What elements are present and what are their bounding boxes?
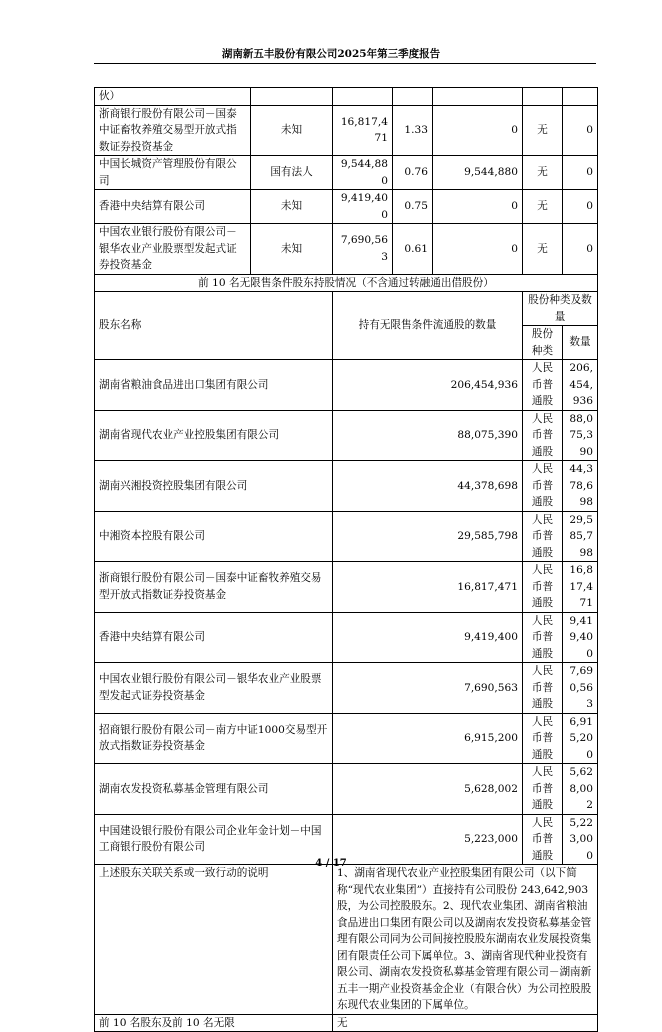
unrestricted-qty: 6,915,200 — [333, 713, 523, 764]
relation-label: 上述股东关联关系或一致行动的说明 — [95, 865, 333, 1015]
pledge-status: 无 — [523, 156, 563, 190]
holder-name: 中国长城资产管理股份有限公司 — [95, 156, 251, 190]
unrestricted-qty: 9,419,400 — [333, 612, 523, 663]
unrestricted-qty: 88,075,390 — [333, 410, 523, 461]
holder-name: 湖南兴湘投资控股集团有限公司 — [95, 461, 333, 512]
holder-nature — [251, 88, 333, 106]
pledge-qty: 0 — [563, 224, 598, 275]
share-kind: 人民币普通股 — [523, 612, 563, 663]
pledge-status — [523, 88, 563, 106]
col-share-kind: 股份种类 — [523, 326, 563, 360]
unrestricted-qty: 5,628,002 — [333, 764, 523, 815]
share-amount: 206,454,936 — [563, 360, 598, 411]
pledge-qty: 0 — [563, 190, 598, 224]
top10-row — [95, 156, 598, 190]
col-holder-name: 股东名称 — [95, 292, 333, 360]
holder-restricted: 0 — [433, 105, 523, 156]
holder-nature: 国有法人 — [251, 156, 333, 190]
holder-name: 湖南省粮油食品进出口集团有限公司 — [95, 360, 333, 411]
holder-ratio: 0.75 — [393, 190, 433, 224]
share-amount: 16,817,471 — [563, 562, 598, 613]
header-divider — [94, 63, 596, 64]
unrestricted-qty: 29,585,798 — [333, 511, 523, 562]
holder-restricted: 0 — [433, 190, 523, 224]
unrestricted-row — [95, 663, 598, 714]
holder-name: 香港中央结算有限公司 — [95, 612, 333, 663]
holder-name: 浙商银行股份有限公司－国泰中证畜牧养殖交易型开放式指数证券投资基金 — [95, 105, 251, 156]
unrestricted-row — [95, 612, 598, 663]
unrestricted-section-title: 前 10 名无限售条件股东持股情况（不含通过转融通出借股份） — [95, 274, 598, 292]
col-share-amount: 数量 — [563, 326, 598, 360]
share-kind: 人民币普通股 — [523, 511, 563, 562]
pledge-qty: 0 — [563, 156, 598, 190]
holder-nature: 未知 — [251, 105, 333, 156]
unrestricted-row — [95, 562, 598, 613]
top10-row — [95, 224, 598, 275]
unrestricted-row — [95, 764, 598, 815]
holder-nature: 未知 — [251, 224, 333, 275]
holder-shares — [333, 88, 393, 106]
holder-name: 伙） — [95, 88, 251, 106]
holder-ratio — [393, 88, 433, 106]
col-unrestricted-qty: 持有无限售条件流通股的数量 — [333, 292, 523, 360]
holder-name: 香港中央结算有限公司 — [95, 190, 251, 224]
pledge-status: 无 — [523, 190, 563, 224]
holder-shares: 9,419,400 — [333, 190, 393, 224]
share-kind: 人民币普通股 — [523, 764, 563, 815]
share-amount: 5,628,002 — [563, 764, 598, 815]
share-kind: 人民币普通股 — [523, 360, 563, 411]
share-kind: 人民币普通股 — [523, 713, 563, 764]
share-amount: 6,915,200 — [563, 713, 598, 764]
holder-name: 中国农业银行股份有限公司－银华农业产业股票型发起式证券投资基金 — [95, 663, 333, 714]
last-row-label: 前 10 名股东及前 10 名无限 — [95, 1014, 333, 1032]
holder-name: 招商银行股份有限公司－南方中证1000交易型开放式指数证券投资基金 — [95, 713, 333, 764]
holder-shares: 7,690,563 — [333, 224, 393, 275]
holder-shares: 16,817,471 — [333, 105, 393, 156]
section-title-row — [95, 274, 598, 292]
top10-row — [95, 190, 598, 224]
unrestricted-qty: 44,378,698 — [333, 461, 523, 512]
shareholder-table — [94, 87, 598, 1032]
relation-text: 1、湖南省现代农业产业控股集团有限公司（以下简称“现代农业集团”）直接持有公司股份 243,642,903 股，为公司控股股东。2、现代农业集团、湖南省粮油食品进出口集团有限公司以及湖南农发投资私募基金管理有限公司同为公司间接控股股东湖南农业发展投资集团有限责任公司下属单位。3、湖南省现代种业投资有限公司、湖南农发投资私募基金管理有限公司－湖南新五丰一期产业投资基金企业（有限合伙）为公司控股股东现代农业集团的下属单位。 — [333, 865, 598, 1015]
pledge-qty — [563, 88, 598, 106]
share-amount: 5,223,000 — [563, 814, 598, 865]
page-number: 4 / 17 — [315, 858, 347, 869]
holder-restricted: 9,544,880 — [433, 156, 523, 190]
pledge-status: 无 — [523, 105, 563, 156]
holder-name: 中国农业银行股份有限公司－银华农业产业股票型发起式证券投资基金 — [95, 224, 251, 275]
share-amount: 29,585,798 — [563, 511, 598, 562]
holder-name: 中湘资本控股有限公司 — [95, 511, 333, 562]
holder-restricted — [433, 88, 523, 106]
share-amount: 88,075,390 — [563, 410, 598, 461]
holder-restricted: 0 — [433, 224, 523, 275]
share-kind: 人民币普通股 — [523, 461, 563, 512]
unrestricted-row — [95, 461, 598, 512]
unrestricted-qty: 7,690,563 — [333, 663, 523, 714]
holder-ratio: 0.76 — [393, 156, 433, 190]
holder-shares: 9,544,880 — [333, 156, 393, 190]
col-kind-group: 股份种类及数量 — [523, 292, 598, 326]
share-kind: 人民币普通股 — [523, 814, 563, 865]
share-amount: 9,419,400 — [563, 612, 598, 663]
holder-nature: 未知 — [251, 190, 333, 224]
holder-name: 浙商银行股份有限公司－国泰中证畜牧养殖交易型开放式指数证券投资基金 — [95, 562, 333, 613]
unrestricted-row — [95, 360, 598, 411]
share-kind: 人民币普通股 — [523, 562, 563, 613]
header-row — [95, 292, 598, 326]
holder-ratio: 1.33 — [393, 105, 433, 156]
last-row-text: 无 — [333, 1014, 598, 1032]
unrestricted-row — [95, 410, 598, 461]
page-header: 湖南新五丰股份有限公司2025年第三季度报告 — [221, 48, 441, 60]
unrestricted-qty: 16,817,471 — [333, 562, 523, 613]
top10-row — [95, 105, 598, 156]
share-amount: 44,378,698 — [563, 461, 598, 512]
share-kind: 人民币普通股 — [523, 663, 563, 714]
relation-row — [95, 865, 598, 1015]
last-row — [95, 1014, 598, 1032]
unrestricted-row — [95, 713, 598, 764]
holder-name: 中国建设银行股份有限公司企业年金计划－中国工商银行股份有限公司 — [95, 814, 333, 865]
holder-name: 湖南农发投资私募基金管理有限公司 — [95, 764, 333, 815]
share-kind: 人民币普通股 — [523, 410, 563, 461]
share-amount: 7,690,563 — [563, 663, 598, 714]
pledge-qty: 0 — [563, 105, 598, 156]
unrestricted-row — [95, 511, 598, 562]
unrestricted-qty: 5,223,000 — [333, 814, 523, 865]
unrestricted-qty: 206,454,936 — [333, 360, 523, 411]
holder-ratio: 0.61 — [393, 224, 433, 275]
top10-row — [95, 88, 598, 106]
holder-name: 湖南省现代农业产业控股集团有限公司 — [95, 410, 333, 461]
pledge-status: 无 — [523, 224, 563, 275]
unrestricted-row — [95, 814, 598, 865]
